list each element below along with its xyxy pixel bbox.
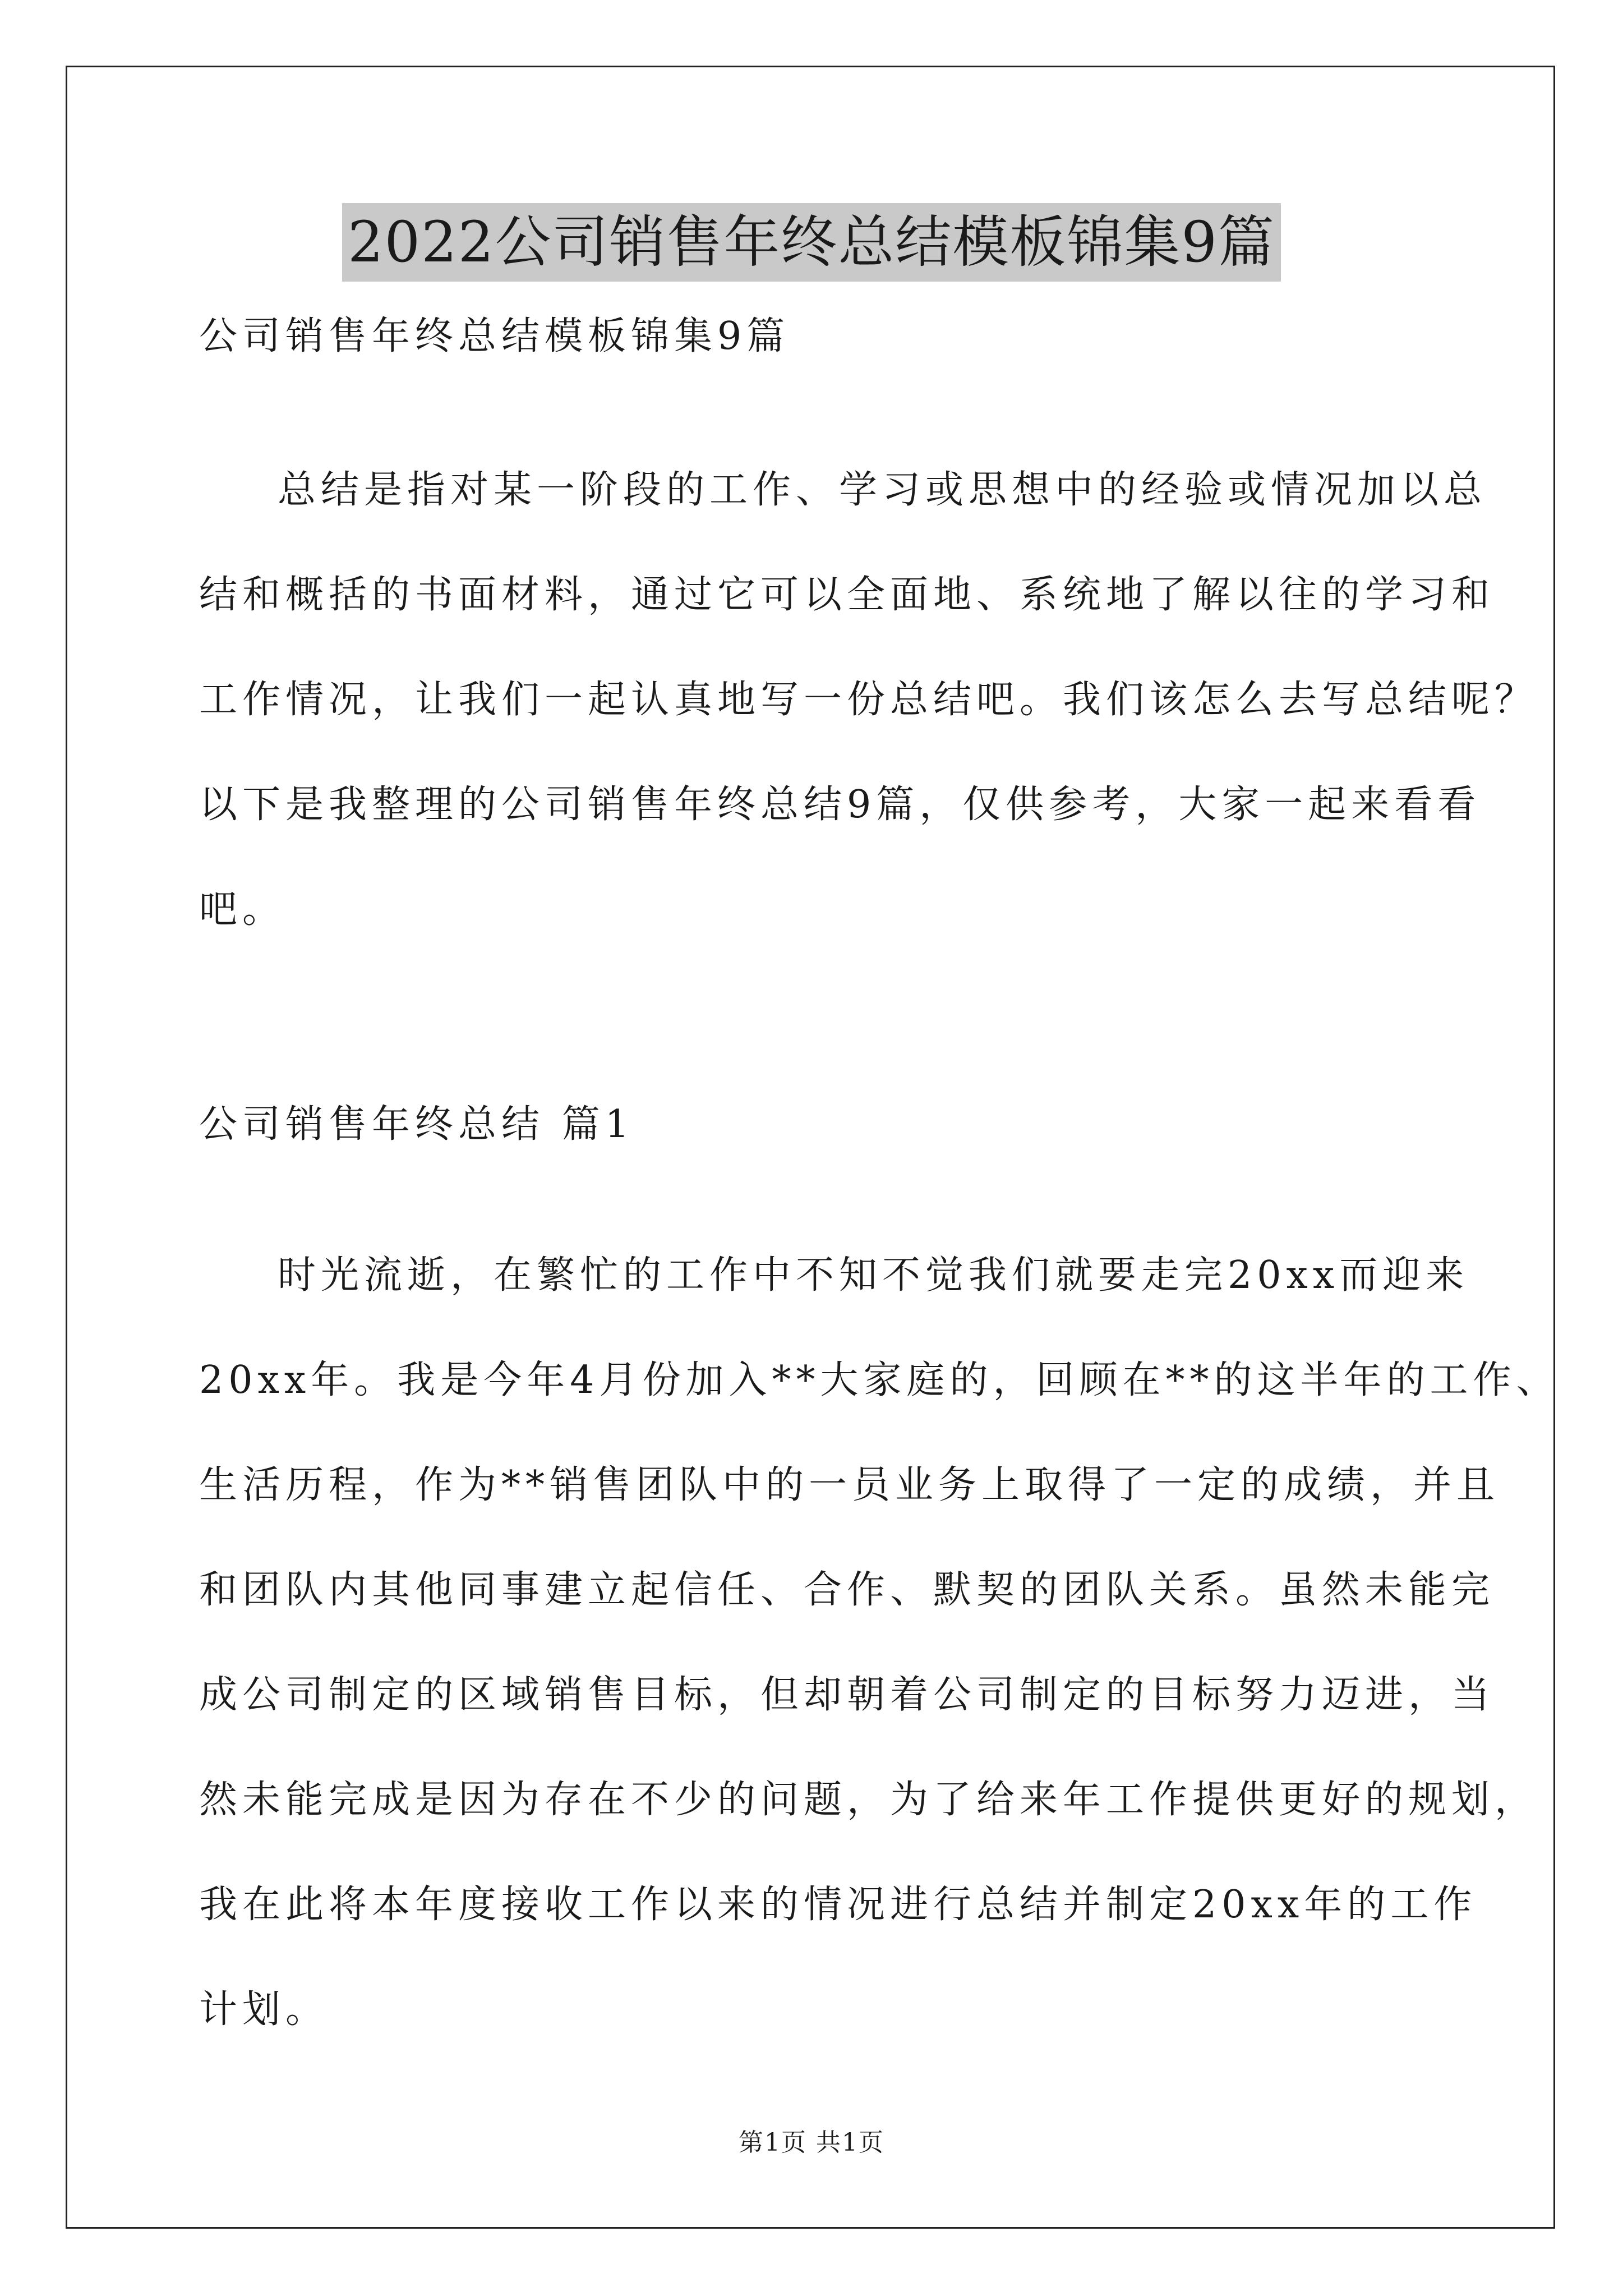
section-line: 成公司制定的区域销售目标，但却朝着公司制定的目标努力迈进，当 [199, 1673, 1495, 1717]
document-title: 2022公司销售年终总结模板锦集9篇 [342, 203, 1281, 282]
section-line: 我在此将本年度接收工作以来的情况进行总结并制定20xx年的工作 [199, 1883, 1477, 1927]
section-line: 生活历程，作为**销售团队中的一员业务上取得了一定的成绩，并且 [199, 1463, 1500, 1507]
title-container [0, 203, 1623, 282]
section-line: 时光流逝，在繁忙的工作中不知不觉我们就要走完20xx而迎来 [278, 1253, 1469, 1297]
section-heading: 公司销售年终总结 篇1 [199, 1102, 634, 1147]
intro-paragraph [199, 438, 1538, 962]
intro-line: 吧。 [199, 887, 286, 932]
section-paragraph [199, 1223, 1560, 2062]
section-line: 计划。 [199, 1987, 329, 2032]
intro-line: 总结是指对某一阶段的工作、学习或思想中的经验或情况加以总 [278, 468, 1487, 512]
section-line: 和团队内其他同事建立起信任、合作、默契的团队关系。虽然未能完 [199, 1568, 1495, 1612]
intro-line: 工作情况，让我们一起认真地写一份总结吧。我们该怎么去写总结呢？ [199, 678, 1538, 722]
section-line: 然未能完成是因为存在不少的问题，为了给来年工作提供更好的规划， [199, 1778, 1538, 1822]
page-footer: 第1页 共1页 [739, 2128, 884, 2157]
intro-line: 以下是我整理的公司销售年终总结9篇，仅供参考，大家一起来看看 [199, 783, 1481, 827]
section-line: 20xx年。我是今年4月份加入**大家庭的，回顾在**的这半年的工作、 [199, 1358, 1560, 1402]
intro-line: 结和概括的书面材料，通过它可以全面地、系统地了解以往的学习和 [199, 573, 1495, 617]
document-subtitle: 公司销售年终总结模板锦集9篇 [199, 314, 790, 358]
